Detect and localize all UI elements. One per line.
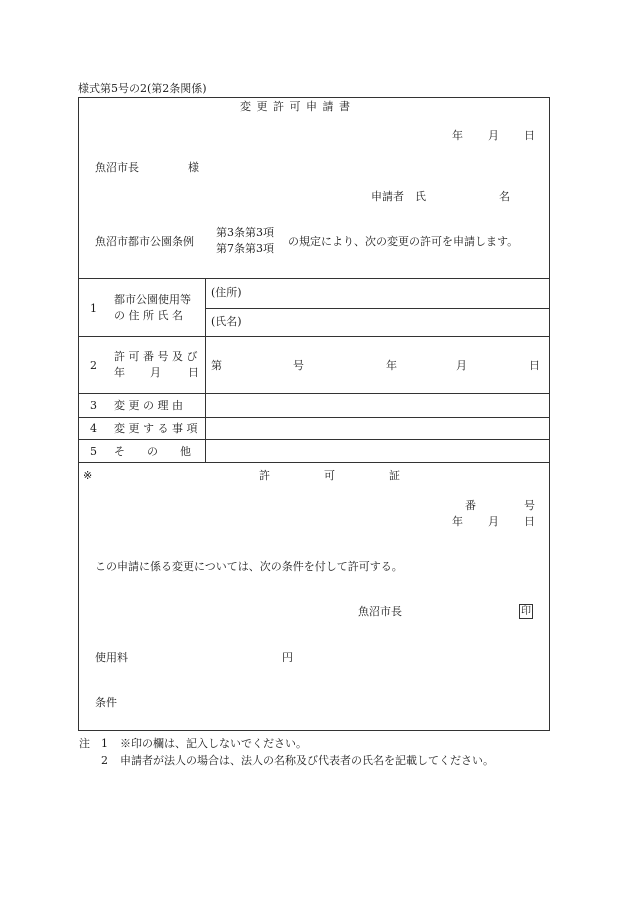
office-use-mark: ※ [83,469,93,482]
row1-address-field: (住所) [211,286,242,299]
applicant-name-suffix: 名 [499,190,510,203]
clause-2: 第7条第3項 [216,242,274,255]
row4-label: 変 更 す る 事 項 [114,422,198,435]
note-2-text: 申請者が法人の場合は、法人の名称及び代表者の氏名を記載してください。 [120,754,494,767]
row5-label: そ の 他 [114,445,191,458]
row2-number: 2 [90,359,97,372]
row2-label-day: 日 [188,366,199,379]
permit-title-3: 証 [389,469,400,482]
ordinance-name: 魚沼市都市公園条例 [95,235,194,248]
divider-row1-inner [205,308,550,309]
row2-label-year: 年 [114,366,125,379]
fee-label: 使用料 [95,651,128,664]
divider-row4 [78,439,550,440]
row2-value-gou: 号 [293,359,304,372]
note-1-text: ※印の欄は、記入しないでください。 [120,737,307,750]
column-divider [205,278,206,462]
row1-number: 1 [90,302,97,315]
permit-title-1: 許 [259,469,270,482]
application-date-month: 月 [488,129,499,142]
permit-date-year: 年 [452,515,463,528]
note-2-number: 2 [101,754,108,767]
permit-date-day: 日 [524,515,535,528]
row2-label-month: 月 [150,366,161,379]
row2-value-year: 年 [386,359,397,372]
permit-number-label: 番 [465,499,476,512]
applicant-label: 申請者 氏 [371,190,426,203]
seal-box: 印 [521,606,531,617]
form-frame [78,97,550,731]
divider-row2 [78,393,550,394]
form-id: 様式第5号の2(第2条関係) [78,82,207,95]
row5-number: 5 [90,445,97,458]
request-text: の規定により、次の変更の許可を申請します。 [288,235,519,248]
application-date-day: 日 [524,129,535,142]
notes-label: 注 [79,737,90,750]
row3-label: 変 更 の 理 由 [114,399,183,412]
divider-row3 [78,417,550,418]
note-1-number: 1 [101,737,108,750]
permit-title-2: 可 [324,469,335,482]
row2-value-month: 月 [456,359,467,372]
row4-number: 4 [90,422,97,435]
row1-label-line2: の 住 所 氏 名 [114,309,183,322]
permit-number-suffix: 号 [524,499,535,512]
row3-number: 3 [90,399,97,412]
row2-value-day: 日 [529,359,540,372]
permit-statement: この申請に係る変更については、次の条件を付して許可する。 [95,560,403,573]
application-date-year: 年 [452,129,463,142]
permit-issuer: 魚沼市長 [358,605,402,618]
addressee-honorific: 様 [188,161,199,174]
application-title: 変 更 許 可 申 請 書 [240,100,351,113]
divider-row1 [78,336,550,337]
conditions-label: 条件 [95,696,117,709]
row1-label-line1: 都市公園使用等 [114,293,191,306]
row2-value-dai: 第 [211,359,222,372]
divider-application [78,278,550,279]
clause-1: 第3条第3項 [216,226,274,239]
fee-unit: 円 [282,651,293,664]
row1-name-field: (氏名) [211,315,242,328]
addressee: 魚沼市長 [95,161,139,174]
row2-label-line1: 許 可 番 号 及 び [114,350,198,363]
divider-row5 [78,462,550,463]
permit-date-month: 月 [488,515,499,528]
